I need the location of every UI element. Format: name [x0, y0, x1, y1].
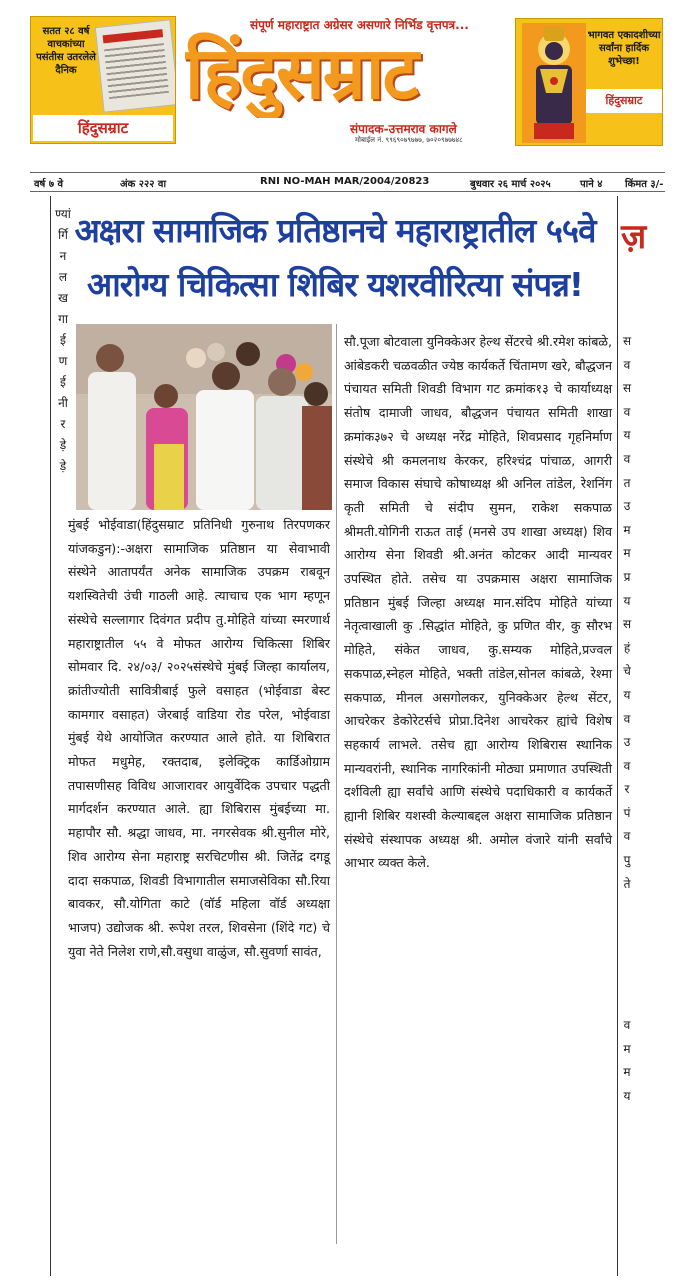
event-photo [76, 324, 332, 510]
adjacent-text-fragment: म [623, 1041, 631, 1056]
adjacent-text-fragment: म [623, 1065, 631, 1080]
deity-illustration-icon [522, 23, 586, 143]
issue-year: वर्ष ७ वे [34, 179, 64, 190]
adjacent-text-fragment: ई [60, 375, 66, 389]
adjacent-text-fragment: स [622, 617, 632, 632]
adjacent-text-fragment: त [623, 475, 631, 490]
adjacent-text-fragment: य [623, 428, 631, 443]
masthead-tagline: संपूर्ण महाराष्ट्रात अग्रेसर असणारे निर्भिड वृत्तपत्र... [250, 18, 469, 32]
adjacent-text-fragment: प्र [623, 569, 631, 584]
adjacent-text-fragment [620, 991, 634, 1015]
adjacent-text-fragment: उ [623, 735, 631, 750]
adjacent-text-fragment: य [623, 687, 631, 702]
adjacent-text-fragment: ड़े [59, 438, 67, 452]
issue-info-bar [30, 172, 665, 192]
adjacent-text-fragment: स [622, 381, 632, 396]
adjacent-text-fragment [620, 920, 634, 944]
adjacent-text-fragment: ख [58, 291, 68, 305]
promo-right-greeting: भागवत एकादशीच्या सर्वांना हार्दिक शुभेच्छा! [587, 30, 661, 67]
adjacent-text-fragment: व [623, 404, 631, 419]
promo-left-text: सतत २८ वर्ष वाचकांच्या पसंतीस उतरलेले दैनिक [36, 26, 96, 76]
editor-name: संपादक-उत्तमराव कागले [350, 122, 457, 136]
headline-line-2: आरोग्य चिकित्सा शिबिर यशरवीरित्या संपन्न! [87, 265, 583, 304]
adjacent-text-fragment: न [59, 249, 67, 263]
adjacent-text-fragment [620, 896, 634, 920]
article-headline [60, 204, 610, 312]
adjacent-text-fragment: र्गि [58, 228, 68, 242]
adjacent-text-fragment: ल [58, 270, 68, 284]
adjacent-text-fragment: म [623, 546, 631, 561]
adjacent-text-fragment: व [623, 357, 631, 372]
adjacent-text-fragment [620, 967, 634, 991]
adjacent-text-fragment: ते [623, 876, 631, 891]
adjacent-text-fragment: ण [58, 354, 68, 368]
promo-left-brand: हिंदुसम्राट [33, 115, 173, 141]
adjacent-text-fragment: र [624, 782, 630, 797]
adjacent-text-fragment: व [623, 451, 631, 466]
issue-price: किंमत ३/- [625, 179, 664, 190]
adjacent-headline-fragment: ज़ [621, 217, 647, 257]
adjacent-article-right [620, 330, 634, 1270]
adjacent-text-fragment: चे [623, 664, 631, 679]
adjacent-text-fragment: स [622, 334, 632, 348]
adjacent-text-fragment: पु [623, 853, 631, 868]
adjacent-text-fragment: नी [58, 396, 68, 410]
contact-numbers: मोबाईल नं. ९९६९०७९७७७, ७०२०९७७७४८ [355, 136, 463, 144]
adjacent-text-fragment: हं [623, 640, 631, 655]
adjacent-text-fragment: म [623, 522, 631, 537]
article-body-right-column: सौ.पूजा बोटवाला युनिक्केअर हेल्थ सेंटरचे श्री.रमेश कांबळे, आंबेडकरी चळवळीत ज्येष्ठ कार्यकर्ते चिंतामण खरे, बौद्धजन पंचायत समिती शिवडी विभाग गट क्रमांक१३ चे कार्याध्यक्ष संतोष दामाजी जाधव, बौद्धजन पंचायत समिती शाखा क्रमांक३७२ चे अध्यक्ष नरेंद्र मोहिते, शिवप्रसाद गृहनिर्माण संस्थेचे श्री कमलनाथ केरकर, हरिश्चंद्र पांचाळ, आगरी समाज विकास संघाचे कोषाध्यक्ष श्री अनिल तांडेल, रेशनिंग कृती समिती चे संदीप सुमन, राकेश सकपाळ श्रीमती.योगिनी राऊत ताई (मनसे उप शाखा अध्यक्ष) शिव आरोग्य सेना शिवडी श्री.अनंत कोटकर आदी मान्यवर उपस्थित होते. तसेच या उपक्रमास अक्षरा सामाजिक प्रतिष्ठान मुंबई जिल्हा अध्यक्ष मान.संदिप मोहिते यांच्या नेतृत्वाखाली कु .सिद्धांत मोहिते, कु प्रणित वीर, कु सौरभ मोहिते, संकेत जाधव, कु.सम्यक मोहिते,प्रज्वल सकपाळ,स्नेहल मोहिते, भक्ती तांडेल,सोनल कांबळे, रेश्मा सकपाळ, मीनल असगोलकर, युनिक्केअर हेल्थ सेंटर, आचरेकर डेकोरेटर्सचे प्रोप्रा.दिनेश आचरेकर ह्यांचे विशेष सहकार्य लाभले. तसेच ह्या आरोग्य शिबिरास स्थानिक मान्यवरांनी, स्थानिक नागरिकांनी मोठ्या प्रमाणात उपस्थिती दर्शविली ह्या सर्वांचे आणि संस्थेचे पदाधिकारी व कार्यकर्ते ह्यानी शिबिर यशस्वी केल्याबद्दल अक्षरा सामाजिक प्रतिष्ठान संस्थेचे संस्थापक अध्यक्ष श्री. अमोल वंजारे यांनी सर्वांचे आभार व्यक्त केले. [344, 334, 612, 871]
adjacent-text-fragment: व [623, 1018, 631, 1033]
adjacent-text-fragment: व [623, 711, 631, 726]
issue-number: अंक २२२ वा [120, 179, 167, 190]
rni-number: RNI NO-MAH MAR/2004/20823 [260, 176, 430, 187]
promo-ad-right [515, 18, 663, 146]
adjacent-text-fragment: उ [623, 499, 631, 514]
promo-right-brand: हिंदुसम्राट [586, 89, 662, 113]
adjacent-text-fragment: ण्यां [55, 207, 71, 221]
article-body-left-column: मुंबई भोईवाडा(हिंदुसम्राट प्रतिनिधी गुरुनाथ तिरपणकर यांजकडुन):-अक्षरा सामाजिक प्रतिष्ठान या सेवाभावी संस्थेने आतापर्यंत अनेक सामाजिक उपक्रम राबवून यशस्वितेची उंची गाठली आहे. त्याचाच एक भाग म्हणून संस्थेचे सल्लागार दिवंगत प्रदीप तु.मोहिते यांच्या स्मरणार्थ महाराष्ट्रातील ५५ वे मोफत आरोग्य चिकित्सा शिबिर सोमवार दि. २४/०३/ २०२५संस्थेचे मुंबई जिल्हा कार्यालय, क्रांतीज्योती सावित्रीबाई फुले वसाहत (भोईवाडा बेस्ट कामगार वसाहत) जेरबाई वाडिया रोड परेल, भोईवाडा मुंबई येथे आयोजित करण्यात आले होते. या शिबिरात मोफत मधुमेह, रक्तदाब, इलेक्ट्रिक कार्डिओग्राम तपासणीसह विविध आजारावर आयुर्वेदिक उपचार पद्धती मार्गदर्शन करण्यात आले. ह्या शिबिरास मुंबईच्या मा. महापौर सौ. श्रद्धा जाधव, मा. नगरसेवक श्री.सुनील मोरे, शिव आरोग्य सेना महाराष्ट्र सरचिटणीस श्री. जितेंद्र दगडू दादा सकपाळ, शिवडी विभागातील समाजसेविका सौ.रिया बावकर, सौ.योगिता काटे (वॉर्ड महिला वॉर्ड अध्यक्षा भाजप) उद्योजक श्री. रूपेश तरल, शिवसेना (शिंदे गट) चे युवा नेते निलेश राणे,सौ.वसुधा वाळुंज, सौ.सुवर्णा सावंत, [68, 517, 330, 959]
adjacent-text-fragment: ड़े [59, 459, 67, 473]
newspaper-stack-image [95, 19, 176, 112]
adjacent-text-fragment [620, 943, 634, 967]
adjacent-text-fragment: ई [60, 333, 66, 347]
adjacent-text-fragment: य [623, 1089, 631, 1103]
adjacent-text-fragment: य [623, 593, 631, 608]
promo-ad-left [30, 16, 176, 144]
adjacent-text-fragment: गा [58, 312, 68, 326]
adjacent-text-fragment: व [623, 829, 631, 844]
page-count: पाने ४ [580, 179, 603, 190]
adjacent-text-fragment: र [60, 417, 66, 431]
adjacent-text-fragment: पं [623, 805, 631, 820]
headline-line-1: अक्षरा सामाजिक प्रतिष्ठानचे महाराष्ट्रातील ५५वे [74, 211, 596, 250]
newspaper-logo-title: हिंदुसम्राट [185, 31, 417, 115]
adjacent-text-fragment: व [623, 758, 631, 773]
masthead [0, 0, 695, 160]
issue-date: बुधवार २६ मार्च २०२५ [470, 179, 551, 190]
column-divider [336, 324, 337, 1244]
